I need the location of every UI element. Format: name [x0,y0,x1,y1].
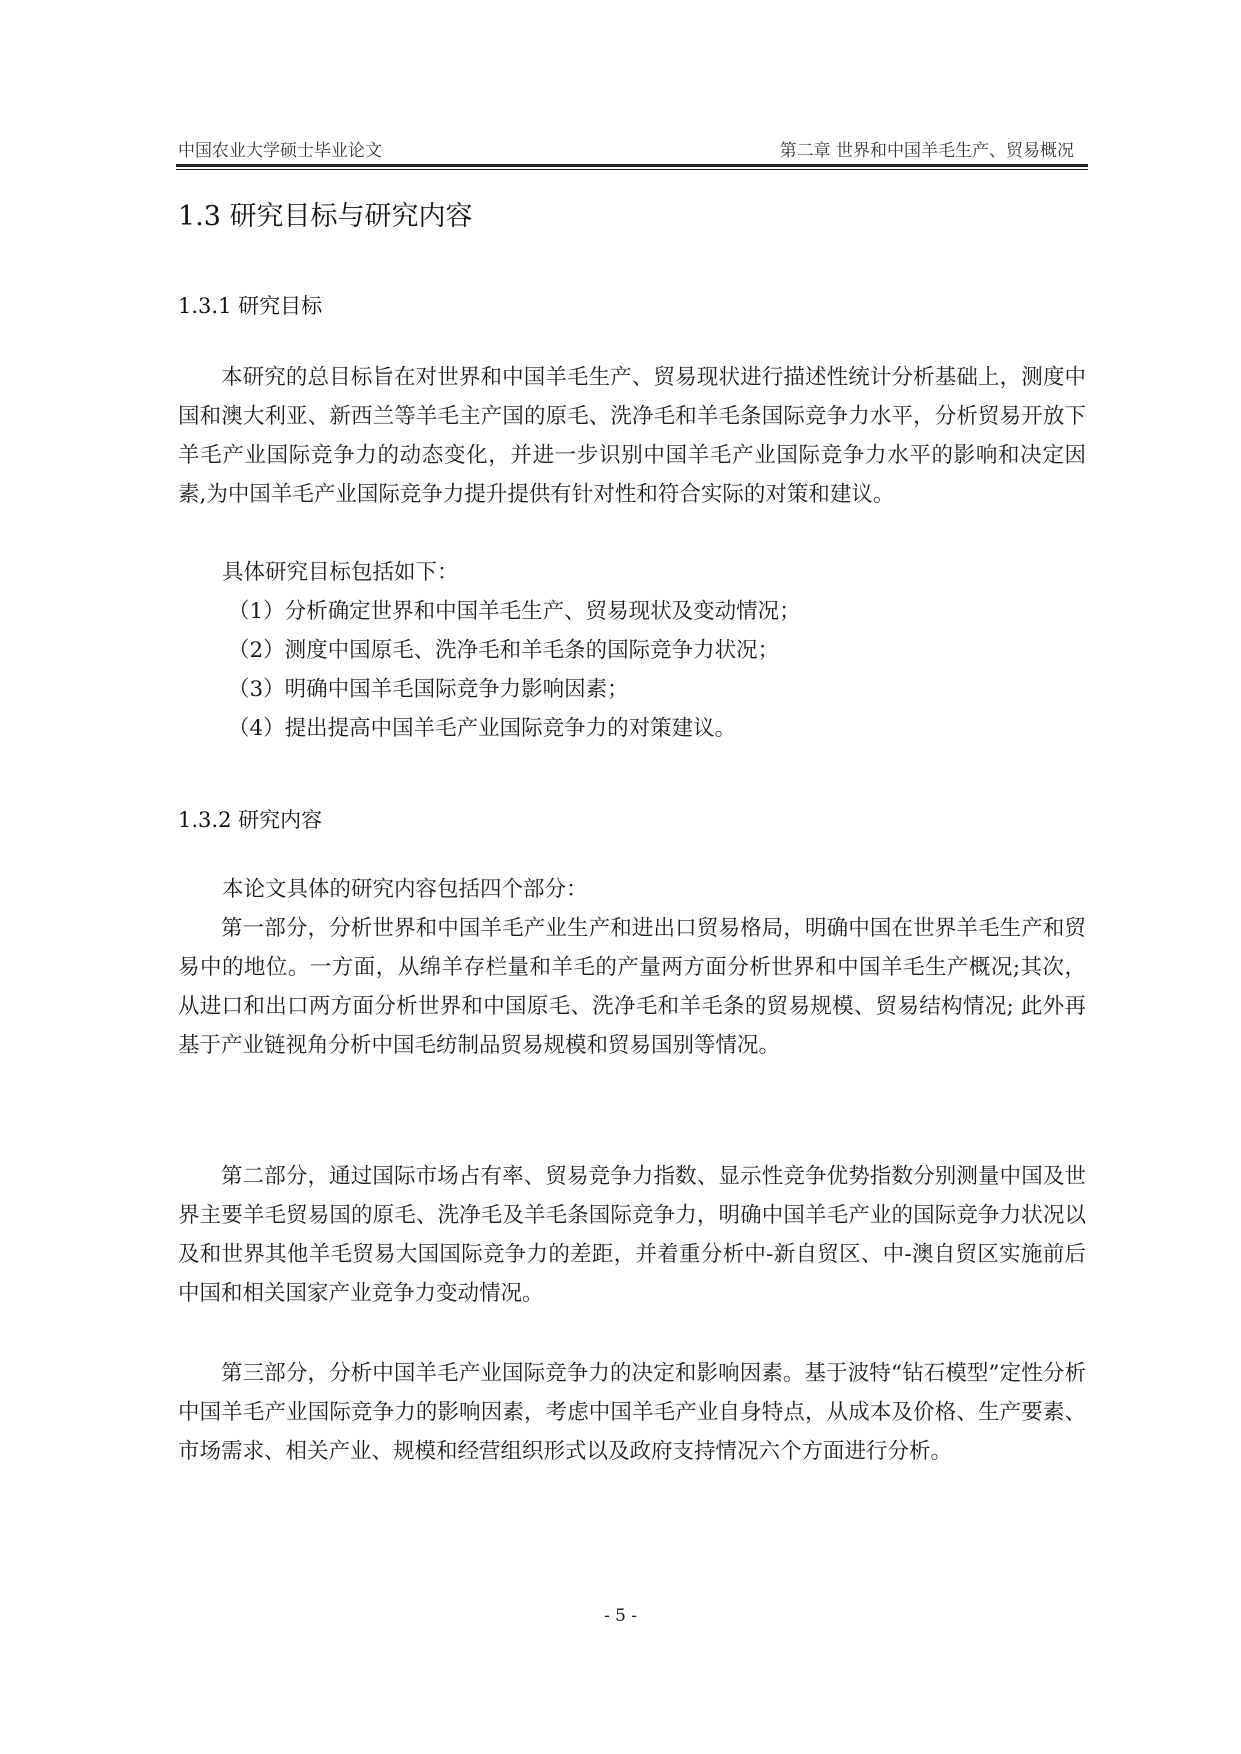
goal-item-2: （2）测度中国原毛、洗净毛和羊毛条的国际竞争力状况； [228,638,780,663]
content-part-1: 第一部分，分析世界和中国羊毛产业生产和进出口贸易格局，明确中国在世界羊毛生产和贸易中的地位。一方面，从绵羊存栏量和羊毛的产量两方面分析世界和中国羊毛生产概况;其次，从进口和出口两方面分析世界和中国原毛、洗净毛和羊毛条的贸易规模、贸易结构情况; 此外再基于产业链视角分析中国毛纺制品贸易规模和贸易国别等情况。 [178,916,1086,1058]
header-rule-thin [176,169,1088,170]
header-chapter-title: 第二章 世界和中国羊毛生产、贸易概况 [779,141,1074,161]
running-header [176,134,1088,164]
subsection-title-goals: 1.3.1 研究目标 [178,294,323,318]
subsection-title-content: 1.3.2 研究内容 [178,808,323,832]
section-title: 1.3 研究目标与研究内容 [178,201,473,232]
goals-intro: 具体研究目标包括如下： [222,560,459,585]
header-rule [176,164,1088,167]
page-number: - 5 - [603,1606,638,1626]
goal-item-1: （1）分析确定世界和中国羊毛生产、贸易现状及变动情况； [228,599,801,624]
goal-item-4: （4）提出提高中国羊毛产业国际竞争力的对策建议。 [228,716,737,741]
content-part-2: 第二部分，通过国际市场占有率、贸易竞争力指数、显示性竞争优势指数分别测量中国及世界主要羊毛贸易国的原毛、洗净毛及羊毛条国际竞争力，明确中国羊毛产业的国际竞争力状况以及和世界其他羊毛贸易大国国际竞争力的差距，并着重分析中-新自贸区、中-澳自贸区实施前后中国和相关国家产业竞争力变动情况。 [178,1164,1086,1306]
content-intro: 本论文具体的研究内容包括四个部分： [222,877,588,902]
content-part-3: 第三部分，分析中国羊毛产业国际竞争力的决定和影响因素。基于波特“钻石模型”定性分析中国羊毛产业国际竞争力的影响因素，考虑中国羊毛产业自身特点，从成本及价格、生产要素、市场需求、相关产业、规模和经营组织形式以及政府支持情况六个方面进行分析。 [178,1361,1086,1464]
header-thesis-title: 中国农业大学硕士毕业论文 [178,141,382,161]
goal-item-3: （3）明确中国羊毛国际竞争力影响因素； [228,677,629,702]
goals-paragraph: 本研究的总目标旨在对世界和中国羊毛生产、贸易现状进行描述性统计分析基础上，测度中国和澳大利亚、新西兰等羊毛主产国的原毛、洗净毛和羊毛条国际竞争力水平，分析贸易开放下羊毛产业国际竞争力的动态变化，并进一步识别中国羊毛产业国际竞争力水平的影响和决定因素,为中国羊毛产业国际竞争力提升提供有针对性和符合实际的对策和建议。 [178,365,1086,507]
